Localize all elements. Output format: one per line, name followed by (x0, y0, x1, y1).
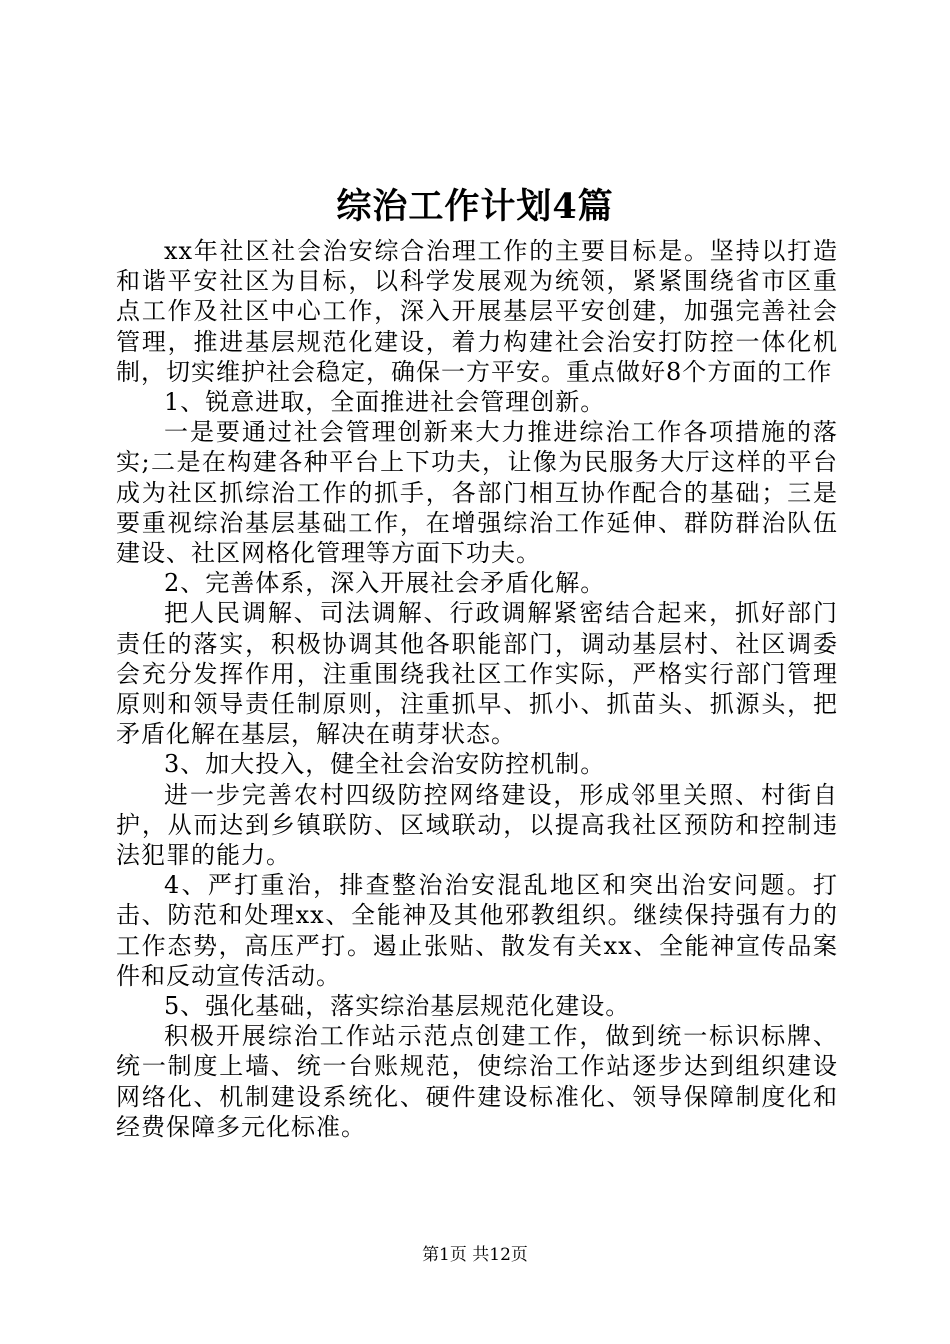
section-heading-5: 5、强化基础，落实综治基层规范化建设。 (164, 992, 631, 1021)
paragraph-intro: xx年社区社会治安综合治理工作的主要目标是。坚持以打造和谐平安社区为目标，以科学发展观为统领，紧紧围绕省市区重点工作及社区中心工作，深入开展基层平安创建，加强完善社会管理，推进基层规范化建设，着力构建社会治安打防控一体化机制，切实维护社会稳定，确保一方平安。重点做好8个方面的工作 (116, 237, 838, 386)
document-body (116, 236, 838, 1142)
section-heading-3: 3、加大投入，健全社会治安防控机制。 (164, 750, 606, 779)
paragraph-1: 一是要通过社会管理创新来大力推进综治工作各项措施的落实;二是在构建各种平台上下功夫，让像为民服务大厅这样的平台成为社区抓综治工作的抓手，各部门相互协作配合的基础；三是要重视综治基层基础工作，在增强综治工作延伸、群防群治队伍建设、社区网格化管理等方面下功夫。 (116, 418, 838, 568)
document-title: 综治工作计划4篇 (336, 186, 614, 227)
paragraph-3: 进一步完善农村四级防控网络建设，形成邻里关照、村街自护，从而达到乡镇联防、区域联动，以提高我社区预防和控制违法犯罪的能力。 (116, 780, 838, 870)
section-heading-1: 1、锐意进取，全面推进社会管理创新。 (164, 388, 606, 417)
paragraph-4: 4、严打重治，排查整治治安混乱地区和突出治安问题。打击、防范和处理xx、全能神及其他邪教组织。继续保持强有力的工作态势，高压严打。遏止张贴、散发有关xx、全能神宣传品案件和反动宣传活动。 (116, 871, 838, 990)
section-heading-2: 2、完善体系，深入开展社会矛盾化解。 (164, 569, 606, 598)
page-footer: 第1页 共12页 (422, 1245, 528, 1265)
paragraph-5: 积极开展综治工作站示范点创建工作，做到统一标识标牌、统一制度上墙、统一台账规范，使综治工作站逐步达到组织建设网络化、机制建设系统化、硬件建设标准化、领导保障制度化和经费保障多元化标准。 (116, 1022, 838, 1141)
paragraph-2: 把人民调解、司法调解、行政调解紧密结合起来，抓好部门责任的落实，积极协调其他各职能部门，调动基层村、社区调委会充分发挥作用，注重围绕我社区工作实际，严格实行部门管理原则和领导责任制原则，注重抓早、抓小、抓苗头、抓源头，把矛盾化解在基层，解决在萌芽状态。 (116, 599, 838, 749)
